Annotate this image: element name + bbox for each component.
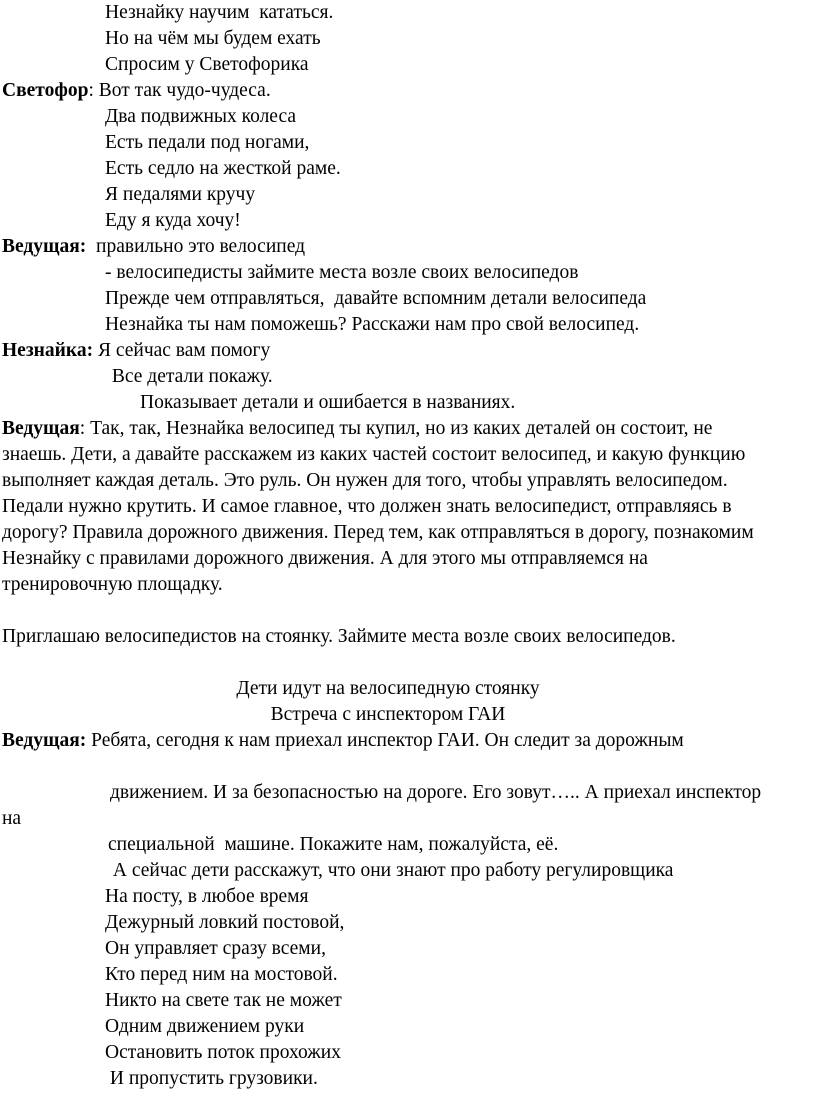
stage-direction: Дети идут на велосипедную стоянку bbox=[236, 678, 540, 699]
verse-line: Есть седло на жесткой раме. bbox=[105, 158, 341, 179]
verse-line: На посту, в любое время bbox=[105, 886, 309, 907]
text-paragraph: движением. И за безопасностью на дороге. Его зовут….. А приехал инспектор на bbox=[2, 782, 762, 829]
verse-line: Но на чём мы будем ехать bbox=[105, 28, 321, 49]
dialogue-line bbox=[2, 338, 270, 364]
text-paragraph: Приглашаю велосипедистов на стоянку. Займите места возле своих велосипедов. bbox=[2, 626, 676, 647]
dialogue-text: Я сейчас вам помогу bbox=[93, 340, 271, 361]
verse-line: Остановить поток прохожих bbox=[105, 1042, 341, 1063]
verse-line: Одним движением руки bbox=[105, 1016, 305, 1037]
dialogue-line bbox=[2, 234, 305, 260]
dialogue-text: Ребята, сегодня к нам приехал инспектор ГАИ. Он следит за дорожным bbox=[86, 730, 684, 751]
dialogue-text: : Вот так чудо-чудеса. bbox=[88, 80, 271, 101]
verse-line: Он управляет сразу всеми, bbox=[105, 938, 326, 959]
speaker-name: Светофор bbox=[2, 80, 89, 101]
verse-line: Два подвижных колеса bbox=[105, 106, 297, 127]
dialogue-paragraph bbox=[2, 728, 762, 754]
dialogue-text: : Так, так, Незнайка велосипед ты купил, но из каких деталей он состоит, не знаешь. Дети, а давайте расскажем из каких частей состоит велосипед, и какую функцию выполняет каждая деталь. Это руль. Он нужен для того, чтобы управлять велосипедом. Педали нужно крутить. И самое главное, что должен знать велосипедист, отправляясь в дорогу? Правила дорожного движения. Перед тем, как отправляться в дорогу, познакомим Незнайку с правилами дорожного движения. А для этого мы отправляемся на тренировочную площадку. bbox=[2, 418, 754, 595]
verse-line: Еду я куда хочу! bbox=[105, 210, 241, 231]
verse-line: Кто перед ним на мостовой. bbox=[105, 964, 338, 985]
section-heading: Встреча с инспектором ГАИ bbox=[270, 704, 506, 725]
text-line: Прежде чем отправляться, давайте вспомним детали велосипеда bbox=[105, 288, 647, 309]
text-line: - велосипедисты займите места возле своих велосипедов bbox=[105, 262, 579, 283]
verse-line: И пропустить грузовики. bbox=[105, 1068, 318, 1089]
verse-line: Никто на свете так не может bbox=[105, 990, 342, 1011]
dialogue-paragraph bbox=[2, 416, 762, 598]
speaker-name: Ведущая: bbox=[2, 236, 87, 257]
verse-line: Все детали покажу. bbox=[107, 366, 273, 387]
speaker-name: Ведущая: bbox=[2, 730, 87, 751]
verse-line: Есть педали под ногами, bbox=[105, 132, 310, 153]
text-line: А сейчас дети расскажут, что они знают про работу регулировщика bbox=[108, 860, 674, 881]
stage-direction: Показывает детали и ошибается в названиях. bbox=[140, 392, 516, 413]
text-line: специальной машине. Покажите нам, пожалуйста, её. bbox=[108, 834, 559, 855]
verse-line: Я педалями кручу bbox=[105, 184, 256, 205]
dialogue-text: правильно это велосипед bbox=[86, 236, 306, 257]
verse-line: Дежурный ловкий постовой, bbox=[105, 912, 345, 933]
dialogue-line bbox=[2, 78, 271, 104]
verse-line: Незнайку научим кататься. bbox=[105, 2, 334, 23]
speaker-name: Ведущая bbox=[2, 418, 80, 439]
speaker-name: Незнайка: bbox=[2, 340, 94, 361]
text-line: Незнайка ты нам поможешь? Расскажи нам про свой велосипед. bbox=[105, 314, 640, 335]
verse-line: Спросим у Светофорика bbox=[105, 54, 309, 75]
